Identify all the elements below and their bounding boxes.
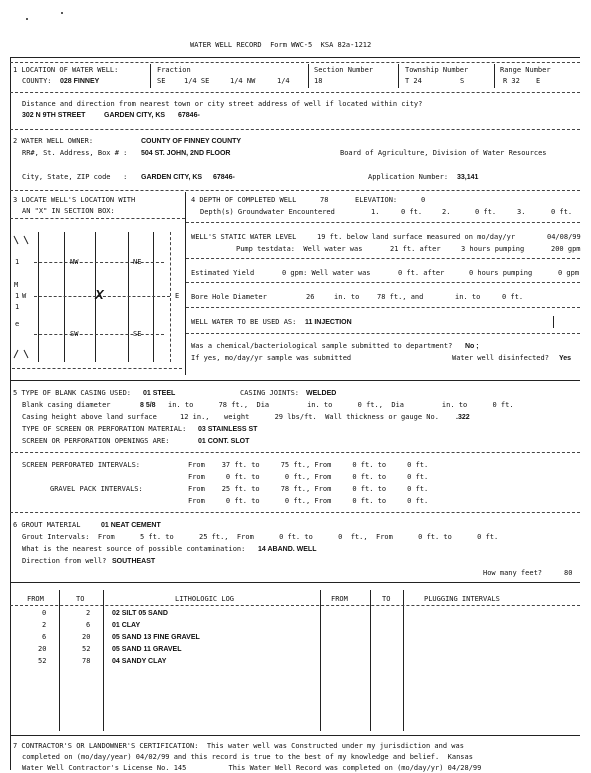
perf-label: SCREEN PERFORATED INTERVALS: [22, 461, 141, 469]
log-desc: 05 SAND 13 FINE GRAVEL [112, 634, 200, 641]
use-value: 11 INJECTION [305, 319, 352, 326]
pump-hours: 3 hours pumping [461, 245, 525, 253]
log-desc: 02 SILT 05 SAND [112, 610, 168, 617]
disinfect-value: Yes [559, 355, 572, 362]
log-to-header: TO [76, 595, 85, 603]
grid-line [64, 232, 65, 362]
gravel-row: From 25 ft. to 78 ft., From 0 ft. to 0 ft. [188, 485, 429, 493]
fraction-1-unit: 1/4 SE [184, 77, 210, 85]
gravel-row: From 0 ft. to 0 ft., From 0 ft. to 0 ft. [188, 497, 429, 505]
yield-hours: 0 hours pumping [469, 269, 533, 277]
quad-nw-label: NW [70, 258, 79, 266]
disinfect-label: Water well disinfected? [452, 354, 549, 362]
form-left-border [10, 57, 11, 770]
township-label: Township Number [405, 66, 469, 74]
divider [10, 218, 185, 219]
address-city: GARDEN CITY, KS [104, 112, 166, 119]
side-char: 1 [15, 303, 20, 311]
township-value: T 24 [405, 77, 422, 85]
blank-rest: in. to 78 ft., Dia in. to 0 ft., Dia in. to 0 ft. [168, 401, 514, 409]
quad-sw-label: SW [70, 330, 79, 338]
log-from: 20 [38, 645, 47, 653]
pump-ft: 21 ft. after [390, 245, 441, 253]
owner-address: 504 ST. JOHN, 2ND FLOOR [141, 150, 231, 157]
gw-1-value: 0 ft. [401, 208, 423, 216]
static-label: WELL'S STATIC WATER LEVEL [191, 233, 297, 241]
grid-line [128, 232, 129, 362]
perf-row: From 0 ft. to 0 ft., From 0 ft. to 0 ft. [188, 473, 429, 481]
certification-line-1: 7 CONTRACTOR'S OR LANDOWNER'S CERTIFICATION: This water well was Constructed under my jurisdiction and was [13, 742, 464, 750]
divider [10, 92, 580, 93]
chem-label: Was a chemical/bacteriological sample submitted to department? [191, 342, 453, 350]
board-text: Board of Agriculture, Division of Water Resources [340, 149, 547, 157]
east-label: E [175, 292, 180, 300]
direction-label: Direction from well? [22, 557, 107, 565]
s3-heading-2: AN "X" IN SECTION BOX: [22, 207, 115, 215]
bore-in-2: in. to [455, 293, 481, 301]
elevation-label: ELEVATION: [355, 196, 398, 204]
owner-csz-label: City, State, ZIP code : [22, 173, 128, 181]
log-plug-header: PLUGGING INTERVALS [424, 595, 500, 603]
direction-value: SOUTHEAST [112, 558, 156, 565]
sample-label: If yes, mo/day/yr sample was submitted [191, 354, 352, 362]
col-divider [370, 590, 371, 731]
divider [10, 735, 580, 736]
address-value: 302 N 9TH STREET [22, 112, 86, 119]
log-to: 6 [86, 621, 91, 629]
col-divider [103, 590, 104, 731]
log-from: 0 [42, 609, 47, 617]
grout-intervals: Grout Intervals: From 5 ft. to 25 ft., From 0 ft. to 0 ft., From 0 ft. to 0 ft. [22, 533, 499, 541]
s4-heading: 4 DEPTH OF COMPLETED WELL [191, 196, 297, 204]
divider [10, 605, 580, 606]
chem-value: No ; [465, 343, 479, 350]
log-from-header: FROM [27, 595, 44, 603]
divider [10, 380, 580, 381]
log-desc: 04 SANDY CLAY [112, 658, 167, 665]
groundwater-label: Depth(s) Groundwater Encountered [200, 208, 335, 216]
certification-line-3: Water Well Contractor's License No. 145 This Water Well Record was completed on (mo/day/yr) 04/28/99 [22, 764, 482, 772]
application-number: 33,141 [457, 174, 479, 181]
fraction-1: SE [157, 77, 166, 85]
west-label: W [22, 292, 27, 300]
log-from: 2 [42, 621, 47, 629]
grid-line [38, 232, 39, 362]
gravel-label: GRAVEL PACK INTERVALS: [50, 485, 143, 493]
feet-value: 80 [564, 569, 573, 577]
log-from2-header: FROM [331, 595, 348, 603]
log-to: 20 [82, 633, 91, 641]
quad-se-label: SE [133, 330, 142, 338]
township-dir: S [460, 77, 465, 85]
corner-marks [12, 234, 32, 364]
side-char: 1 [15, 292, 20, 300]
bore-ft: 78 ft., and [377, 293, 424, 301]
log-litho-header: LITHOLOGIC LOG [175, 595, 235, 603]
contamination-label: What is the nearest source of possible contamination: [22, 545, 246, 553]
openings-label: SCREEN OR PERFORATION OPENINGS ARE: [22, 437, 170, 445]
divider [10, 582, 580, 583]
gw-3-value: 0 ft. [551, 208, 573, 216]
divider [186, 222, 580, 223]
log-from: 52 [38, 657, 47, 665]
height-label: Casing height above land surface [22, 413, 157, 421]
screen-type: 03 STAINLESS ST [198, 426, 258, 433]
distance-label: Distance and direction from nearest town or city street address of well if located within city? [22, 100, 423, 108]
blank-label: Blank casing diameter [22, 401, 111, 409]
range-value: R 32 [503, 77, 520, 85]
bore-label: Bore Hole Diameter [191, 293, 267, 301]
bore-ft-2: 0 ft. [502, 293, 524, 301]
use-label: WELL WATER TO BE USED AS: [191, 318, 297, 326]
divider [150, 64, 151, 88]
depth-value: 78 [320, 196, 329, 204]
yield-ft: 0 ft. after [398, 269, 445, 277]
divider [186, 258, 580, 259]
county-label: COUNTY: [22, 77, 52, 85]
top-rule [10, 57, 580, 58]
gw-2-label: 2. [442, 208, 451, 216]
joints-value: WELDED [306, 390, 337, 397]
divider [185, 192, 186, 375]
range-label: Range Number [500, 66, 551, 74]
divider [186, 307, 580, 308]
divider [186, 333, 580, 334]
divider [186, 282, 580, 283]
well-x-mark: X [95, 287, 104, 302]
gw-1-label: 1. [371, 208, 380, 216]
divider [10, 62, 580, 63]
grid-line [34, 334, 164, 335]
grid-line [153, 232, 154, 362]
contamination-value: 14 ABAND. WELL [258, 546, 317, 553]
yield-gpm: 0 gpm: Well water was [282, 269, 371, 277]
divider [10, 452, 580, 453]
blank-diameter: 8 5/8 [140, 402, 156, 409]
log-from: 6 [42, 633, 47, 641]
log-to: 52 [82, 645, 91, 653]
log-desc: 01 CLAY [112, 622, 141, 629]
section-value: 18 [314, 77, 323, 85]
col-divider [403, 590, 404, 731]
scan-speck [61, 12, 63, 14]
fraction-label: Fraction [157, 66, 191, 74]
divider [10, 129, 580, 130]
grid-line [12, 368, 182, 369]
county-value: 028 FINNEY [60, 78, 100, 85]
side-char: M [14, 281, 19, 289]
s3-heading-1: 3 LOCATE WELL'S LOCATION WITH [13, 196, 136, 204]
log-to: 78 [82, 657, 91, 665]
scan-speck [26, 18, 28, 20]
yield-label: Estimated Yield [191, 269, 255, 277]
col-divider [320, 590, 321, 731]
openings-value: 01 CONT. SLOT [198, 438, 250, 445]
casing-type: 01 STEEL [143, 390, 176, 397]
quad-ne-label: NE [133, 258, 142, 266]
gauge-value: .322 [456, 414, 470, 421]
s6-heading: 6 GROUT MATERIAL [13, 521, 81, 529]
grid-line [34, 262, 164, 263]
divider [10, 190, 580, 191]
grid-line [170, 232, 171, 362]
static-value: 19 ft. below land surface measured on mo/day/yr [317, 233, 516, 241]
owner-city: GARDEN CITY, KS [141, 174, 203, 181]
elevation-value: 0 [421, 196, 426, 204]
side-char: e [15, 320, 20, 328]
height-value: 12 in., [180, 413, 210, 421]
section-label: Section Number [314, 66, 374, 74]
pump-label: Pump testdata: Well water was [236, 245, 363, 253]
log-to: 2 [86, 609, 91, 617]
weight-text: weight 29 lbs/ft. Wall thickness or gauge No. [224, 413, 439, 421]
col-divider [59, 590, 60, 731]
grout-material: 01 NEAT CEMENT [101, 522, 161, 529]
screen-type-label: TYPE OF SCREEN OR PERFORATION MATERIAL: [22, 425, 187, 433]
feet-label: How many feet? [483, 569, 543, 577]
s2-heading: 2 WATER WELL OWNER: [13, 137, 94, 145]
pump-gpm: 200 gpm [551, 245, 581, 253]
divider [494, 64, 495, 88]
log-desc: 05 SAND 11 GRAVEL [112, 646, 182, 653]
owner-zip: 67846- [213, 174, 235, 181]
perf-row: From 37 ft. to 75 ft., From 0 ft. to 0 ft. [188, 461, 429, 469]
application-label: Application Number: [368, 173, 449, 181]
log-to2-header: TO [382, 595, 391, 603]
certification-line-2: completed on (mo/day/year) 04/02/99 and this record is true to the best of my knowledge and belief. Kansas [22, 753, 473, 761]
fraction-3-unit: 1/4 [277, 77, 290, 85]
divider [10, 512, 580, 513]
side-char: 1 [15, 258, 20, 266]
static-date: 04/08/99 [547, 233, 581, 241]
s1-heading: 1 LOCATION OF WATER WELL: [13, 66, 119, 74]
owner-value: COUNTY OF FINNEY COUNTY [141, 138, 242, 145]
divider [553, 316, 554, 328]
joints-label: CASING JOINTS: [240, 389, 300, 397]
gw-3-label: 3. [517, 208, 526, 216]
bore-diameter: 26 [306, 293, 315, 301]
range-dir: E [536, 77, 541, 85]
s5-heading: 5 TYPE OF BLANK CASING USED: [13, 389, 132, 397]
address-zip: 67846- [178, 112, 200, 119]
yield-gpm-2: 0 gpm [558, 269, 580, 277]
divider [308, 64, 309, 88]
form-title: WATER WELL RECORD Form WWC-5 KSA 82a-1212 [190, 41, 372, 49]
bore-to: in. to [334, 293, 360, 301]
gw-2-value: 0 ft. [475, 208, 497, 216]
divider [398, 64, 399, 88]
fraction-2-unit: 1/4 NW [230, 77, 256, 85]
owner-address-label: RR#, St. Address, Box # : [22, 149, 128, 157]
